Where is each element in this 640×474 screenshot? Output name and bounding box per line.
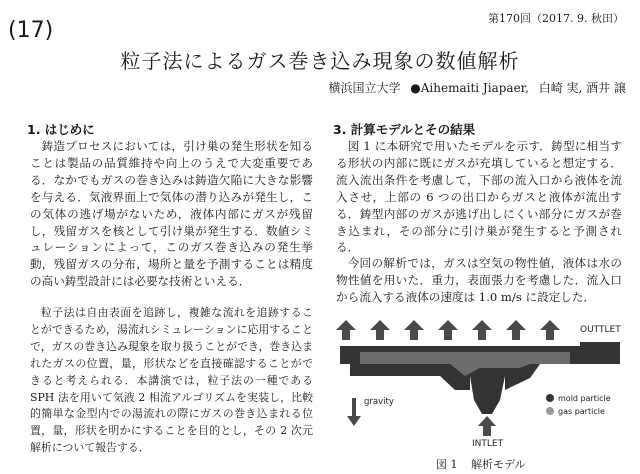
section-3-heading: 3. 計算モデルとその結果 xyxy=(333,122,476,137)
mold-particle-legend-marker xyxy=(546,394,554,402)
inlet-label: INTLET xyxy=(472,439,504,449)
author-line xyxy=(322,79,626,96)
section-1-heading: 1. はじめに xyxy=(27,122,95,137)
gravity-label: gravity xyxy=(364,397,394,407)
outlet-arrow-7 xyxy=(540,320,560,340)
paper-number: (17) xyxy=(8,18,54,43)
paper-title: 粒子法によるガス巻き込み現象の数値解析 xyxy=(120,49,520,73)
conference-info: 第170回（2017. 9. 秋田） xyxy=(488,12,624,25)
gas-particle-legend-marker xyxy=(546,407,554,415)
gravity-arrow xyxy=(347,398,361,426)
outlet-arrow-2 xyxy=(370,320,390,340)
section-1-paragraph-2: 粒子法は自由表面を追跡し，複雑な流れを追跡することができるため，湯流れシミュレーションに応用することで，ガスの巻き込み現象を取り扱うことができ，巻き込まれたガスの位置，量，形状などを直接確認することができると考えられる．本講演では，粒子法の一種である SPH 法を用いて気液 2 相流アルゴリズムを実装し，比較的簡単な金型内での湯流れの際にガスの巻き込まれる位置，量，形状を明かにすることを目的とし，その 2 次元解析について報告する． xyxy=(30,306,313,455)
gas-particle-legend: gas particle xyxy=(558,407,605,416)
outlet-arrow-4 xyxy=(438,320,458,340)
section-3-paragraph-1: 図 1 に本研究で用いたモデルを示す．鋳型に相当する形状の内部に既にガスが充填していると想定する．流入流出条件を考慮して，下部の流入口から液体を流入させ，上部の 6 つの出口からガスと液体が流出する．鋳型内部のガスが逃げ出しにくい部分にガスが巻き込まれ，その部分に引け巣が発生すると予測される． xyxy=(336,139,622,255)
mold-particle-legend: mold particle xyxy=(558,394,611,403)
outlet-arrow-1 xyxy=(336,320,356,340)
outlet-arrows xyxy=(336,320,560,340)
section-1-paragraph-1: 鋳造プロセスにおいては，引け巣の発生形状を知ることは製品の品質維持や向上のうえで大変重要である．なかでもガスの巻き込みは鋳造欠陥に大きな影響を与える．気液界面上で気体の潜り込みが発生し，この気体の逃げ場がないため，液体内部にガスが残留し，残留ガスを核として引け巣が発生する．数値シミュレーションによって，このガス巻き込みの発生挙動，残留ガスの分布，場所と量を予測することは精度の高い鋳型設計には必要な技術といえる． xyxy=(30,139,313,289)
figure-caption-text: 解析モデル xyxy=(471,458,526,471)
figure-caption xyxy=(436,456,535,472)
inlet-arrow xyxy=(478,416,496,436)
section-3-paragraph-2: 今回の解析では，ガスは空気の物性値，液体は水の物性値を用いた．重力，表面張力を考慮した．流入口から流入する液体の速度は 1.0 m/s に設定した． xyxy=(336,256,622,304)
figure-caption-number: 図 1 xyxy=(436,458,458,471)
coauthors: 白崎 実, 酒井 譲 xyxy=(538,81,626,95)
outlet-arrow-6 xyxy=(506,320,526,340)
affiliation: 横浜国立大学 xyxy=(328,81,401,95)
outlet-arrow-3 xyxy=(404,320,424,340)
mold-funnel xyxy=(470,376,505,414)
analysis-model-figure xyxy=(330,318,630,450)
outlet-arrow-5 xyxy=(472,320,492,340)
presenting-author: ●Aihemaiti Jiapaer, xyxy=(410,81,529,95)
outlet-label: OUTTLET xyxy=(580,325,621,335)
